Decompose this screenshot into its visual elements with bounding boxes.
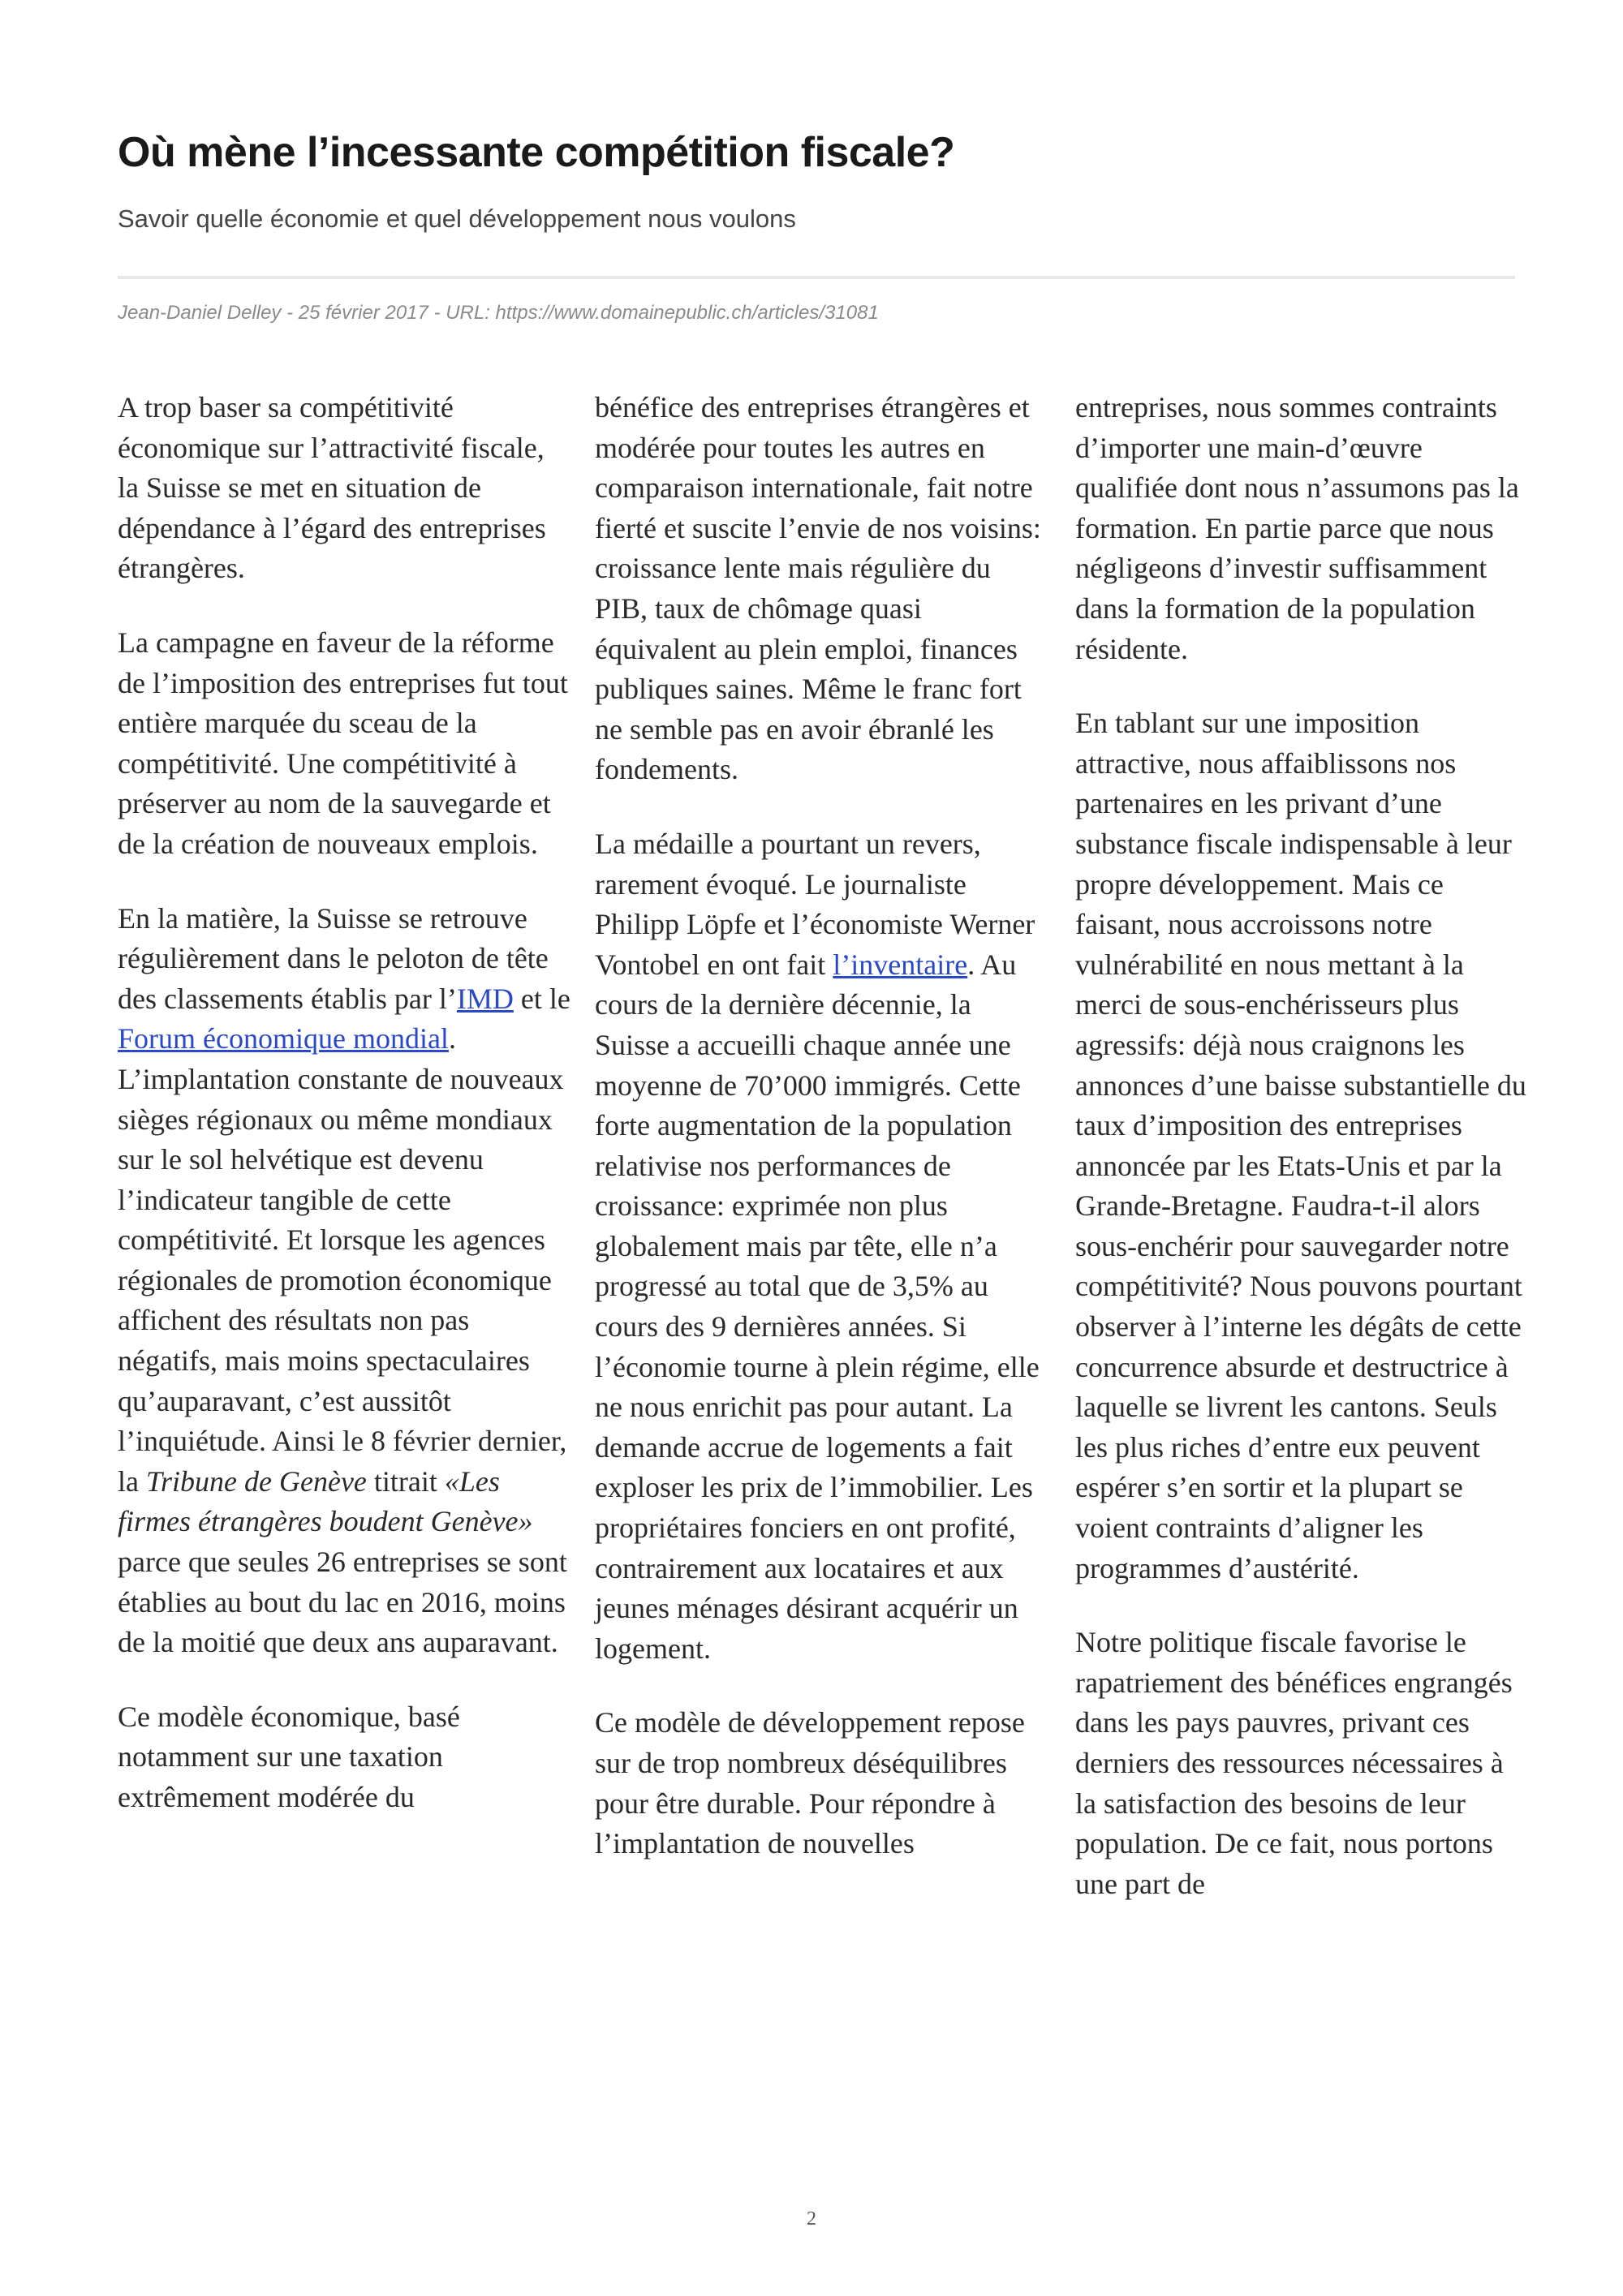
paragraph: En la matière, la Suisse se retrouve régulièrement dans le peloton de tête des classements établis par l’IMD et le Forum économique mondial. L’implantation constante de nouveaux sièges régionaux ou même mondiaux sur le sol helvétique est devenu l’indicateur tangible de cette compétitivité. Et lorsque les agences régionales de promotion économique affichent des résultats non pas négatifs, mais moins spectaculaires qu’auparavant, c’est aussitôt l’inquiétude. Ainsi le 8 février dernier, la Tribune de Genève titrait «Les firmes étrangères boudent Genève» parce que seules 26 entreprises se sont établies au bout du lac en 2016, moins de la moitié que deux ans auparavant. [118,901,570,1659]
paragraph: La médaille a pourtant un revers, rarement évoqué. Le journaliste Philipp Löpfe et l’économiste Werner Vontobel en ont fait l’inventaire. Au cours de la dernière décennie, la Suisse a accueilli chaque année une moyenne de 70’000 immigrés. Cette forte augmentation de la population relativise nos performances de croissance: exprimée non plus globalement mais par tête, elle n’a progressé au total que de 3,5% au cours des 9 dernières années. Si l’économie tourne à plein régime, elle ne nous enrichit pas pour autant. La demande accrue de logements a fait exploser les prix de l’immobilier. Les propriétaires fonciers en ont profité, contrairement aux locataires et aux jeunes ménages désirant acquérir un logement. [595,827,1040,1665]
paragraph: A trop baser sa compétitivité économique sur l’attractivité fiscale, la Suisse se met en situation de dépendance à l’égard des entreprises étrangères. [118,391,546,585]
paragraph: Notre politique fiscale favorise le rapatriement des bénéfices engrangés dans les pays pauvres, privant ces derniers des ressources nécessaires à la satisfaction des besoins de leur population. De ce fait, nous portons une part de [1075,1626,1513,1900]
article-subtitle: Savoir quelle économie et quel développement nous voulons [118,204,796,233]
text-column-2 [595,388,1049,1898]
paragraph: En tablant sur une imposition attractive, nous affaiblissons nos partenaires en les privant d’une substance fiscale indispensable à leur propre développement. Mais ce faisant, nous accroissons notre vulnérabilité en nous mettant à la merci de sous-enchérisseurs plus agressifs: déjà nous craignons les annonces d’une baisse substantielle du taux d’imposition des entreprises annoncée par les Etats-Unis et par la Grande-Bretagne. Faudra-t-il alors sous-enchérir pour sauvegarder notre compétitivité? Nous pouvons pourtant observer à l’interne les dégâts de cette concurrence absurde et destructrice à laquelle se livrent les cantons. Seuls les plus riches d’entre eux peuvent espérer s’en sortir et la plupart se voient contraints d’aligner les programmes d’austérité. [1075,707,1526,1584]
paragraph: Ce modèle économique, basé notamment sur une taxation extrêmement modérée du [118,1700,460,1813]
headline-quote: «Les firmes étrangères boudent Genève» [118,1464,533,1538]
newspaper-name: Tribune de Genève [145,1464,367,1498]
paragraph: La campagne en faveur de la réforme de l’imposition des entreprises fut tout entière marquée du sceau de la compétitivité. Une compétitivité à préserver au nom de la sauvegarde et de la création de nouveaux emplois. [118,626,568,860]
article-title: Où mène l’incessante compétition fiscale? [118,129,955,176]
article-meta: Jean-Daniel Delley - 25 février 2017 - URL: https://www.domainepublic.ch/articles/31081 [118,302,879,324]
imd-link[interactable]: IMD [456,982,514,1015]
inventaire-link[interactable]: l’inventaire [833,948,968,981]
paragraph: bénéfice des entreprises étrangères et modérée pour toutes les autres en comparaison internationale, fait notre fierté et suscite l’envie de nos voisins: croissance lente mais régulière du PIB, taux de chômage quasi équivalent au plein emploi, finances publiques saines. Même le franc fort ne semble pas en avoir ébranlé les fondements. [595,391,1041,786]
paragraph: entreprises, nous sommes contraints d’importer une main-d’œuvre qualifiée dont nous n’assumons pas la formation. En partie parce que nous négligeons d’investir suffisamment dans la formation de la population résidente. [1075,391,1519,665]
paragraph: Ce modèle de développement repose sur de trop nombreux déséquilibres pour être durable. Pour répondre à l’implantation de nouvelles [595,1706,1025,1860]
text-column-3 [1075,388,1530,1938]
text-column-1 [118,388,572,1852]
forum-economique-link[interactable]: Forum économique mondial [118,1022,449,1056]
page-number: 2 [807,2208,816,2229]
header-divider [118,276,1515,279]
